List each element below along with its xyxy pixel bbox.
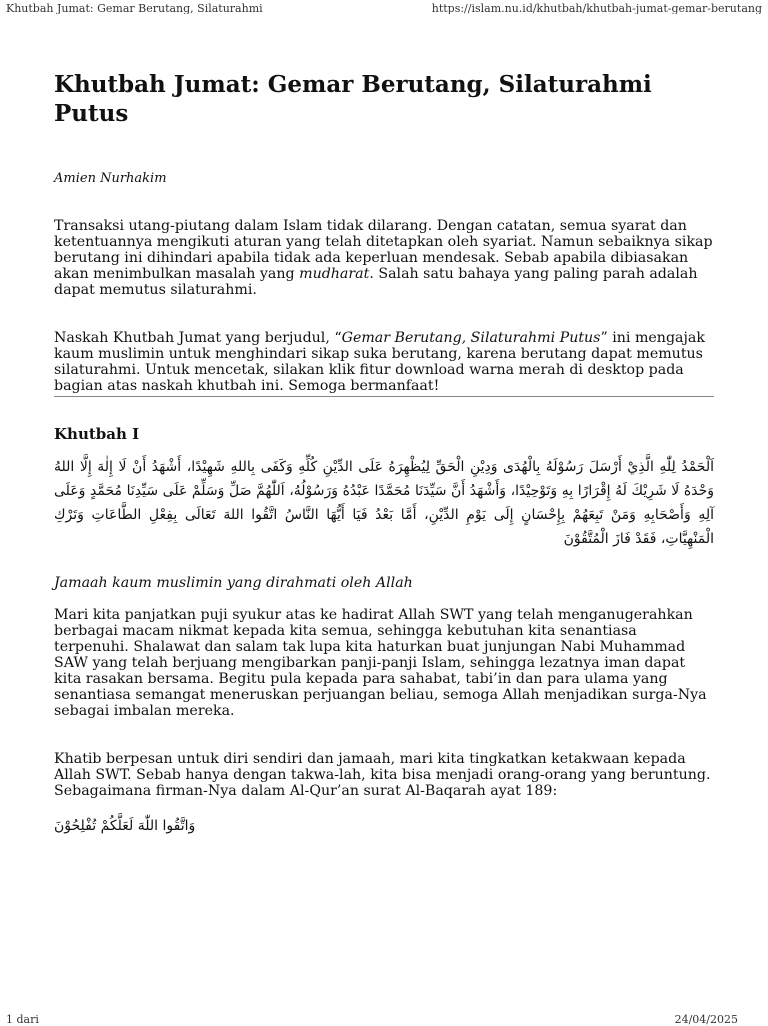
intro-paragraph-1-italic: mudharat: [299, 266, 370, 282]
browser-print-footer: [6, 1013, 738, 1026]
khutbah-paragraph-1: Mari kita panjatkan puji syukur atas ke hadirat Allah SWT yang telah menganugerahkan berbagai macam nikmat kepada kita semua, sehingga kebutuhan kita senantiasa terpenuhi. Shalawat dan salam tak lupa kita haturkan buat junjungan Nabi Muhammad SAW yang telah berjuang mengibarkan panji-panji Islam, sehingga lezatnya iman dapat kita rasakan bersama. Begitu pula kepada para sahabat, tabi’in dan para ulama yang senantiasa semangat meneruskan perjuangan beliau, semoga Allah menjadikan surga-Nya sebagai imbalan mereka.: [54, 607, 707, 719]
section-divider: [54, 396, 714, 397]
intro-paragraph-2: [54, 330, 714, 394]
page-counter: 1 dari: [6, 1013, 39, 1026]
khutbah-paragraph-2: Khatib berpesan untuk diri sendiri dan jamaah, mari kita tingkatkan ketakwaan kepada Allah SWT. Sebab hanya dengan takwa-lah, kita bisa menjadi orang-orang yang beruntung. Sebagaimana firman-Nya dalam Al-Qur’an surat Al-Baqarah ayat 189:: [54, 751, 711, 799]
section-heading-khutbah-1: Khutbah I: [54, 425, 140, 443]
intro-paragraph-2-italic: Gemar Berutang, Silaturahmi Putus: [341, 330, 601, 346]
intro-paragraph-1-text-a: Transaksi utang-piutang dalam Islam tidak dilarang. Dengan catatan, semua syarat dan ketentuannya mengikuti aturan yang telah ditetapkan oleh syariat. Namun sebaiknya sikap berutang ini dihindari apabila tidak ada keperluan mendesak. Sebab apabila dibiasakan akan menimbulkan masalah yang: [54, 218, 713, 282]
intro-paragraph-2-text-a: Naskah Khutbah Jumat yang berjudul, “: [54, 330, 342, 346]
author-name: Amien Nurhakim: [54, 171, 167, 186]
salutation-line: Jamaah kaum muslimin yang dirahmati oleh Allah: [54, 575, 413, 591]
print-date: 24/04/2025: [674, 1013, 738, 1026]
print-header-title: Khutbah Jumat: Gemar Berutang, Silaturahmi: [6, 2, 263, 14]
browser-print-header: [6, 2, 762, 14]
intro-paragraph-1-text-b: . Salah satu bahaya yang paling parah adalah dapat memutus silaturahmi.: [54, 266, 698, 298]
arabic-opening-text: اَلْحَمْدُ لِلّٰهِ الَّذِيْ أَرْسَلَ رَسُوْلَهُ بِالْهُدَى وَدِيْنِ الْحَقِّ لِيُظْهِرَهُ عَلَى الدِّيْنِ كُلِّهِ وَكَفَى بِاللهِ شَهِيْدًا، أَشْهَدُ أَنْ لَا إِلٰهَ إِلَّا اللهُ وَحْدَهُ لَا شَرِيْكَ لَهُ إِقْرَارًا بِهِ وَتَوْحِيْدًا، وَأَشْهَدُ أَنَّ سَيِّدَنَا مُحَمَّدًا عَبْدُهُ وَرَسُوْلُهُ، اَللّٰهُمَّ صَلِّ وَسَلِّمْ عَلَى سَيِّدِنَا مُحَمَّدٍ وَعَلَى آلِهِ وَأَصْحَابِهِ وَمَنْ تَبِعَهُمْ بِإِحْسَانٍ إِلَى يَوْمِ الدِّيْنِ، أَمَّا بَعْدُ فَيَا أَيُّهَا النَّاسُ اتَّقُوا اللهَ تَعَالَى بِفِعْلِ الطَّاعَاتِ وَتَرْكِ الْمَنْهِيَّاتِ، فَقَدْ فَازَ الْمُتَّقُوْنَ: [54, 459, 714, 547]
article-title: Khutbah Jumat: Gemar Berutang, Silaturahmi Putus: [54, 71, 652, 127]
intro-paragraph-2-text-b: ” ini mengajak kaum muslimin untuk menghindari sikap suka berutang, karena berutang dapat memutus silaturahmi. Untuk mencetak, silakan klik fitur download warna merah di desktop pada bagian atas naskah khutbah ini. Semoga bermanfaat!: [54, 330, 705, 394]
print-header-url: https://islam.nu.id/khutbah/khutbah-jumat-gemar-berutang: [431, 2, 762, 14]
intro-paragraph-1: [54, 218, 714, 298]
arabic-verse: وَاتَّقُوا اللّٰهَ لَعَلَّكُمْ تُفْلِحُوْنَ: [54, 818, 196, 834]
article: [54, 70, 714, 835]
